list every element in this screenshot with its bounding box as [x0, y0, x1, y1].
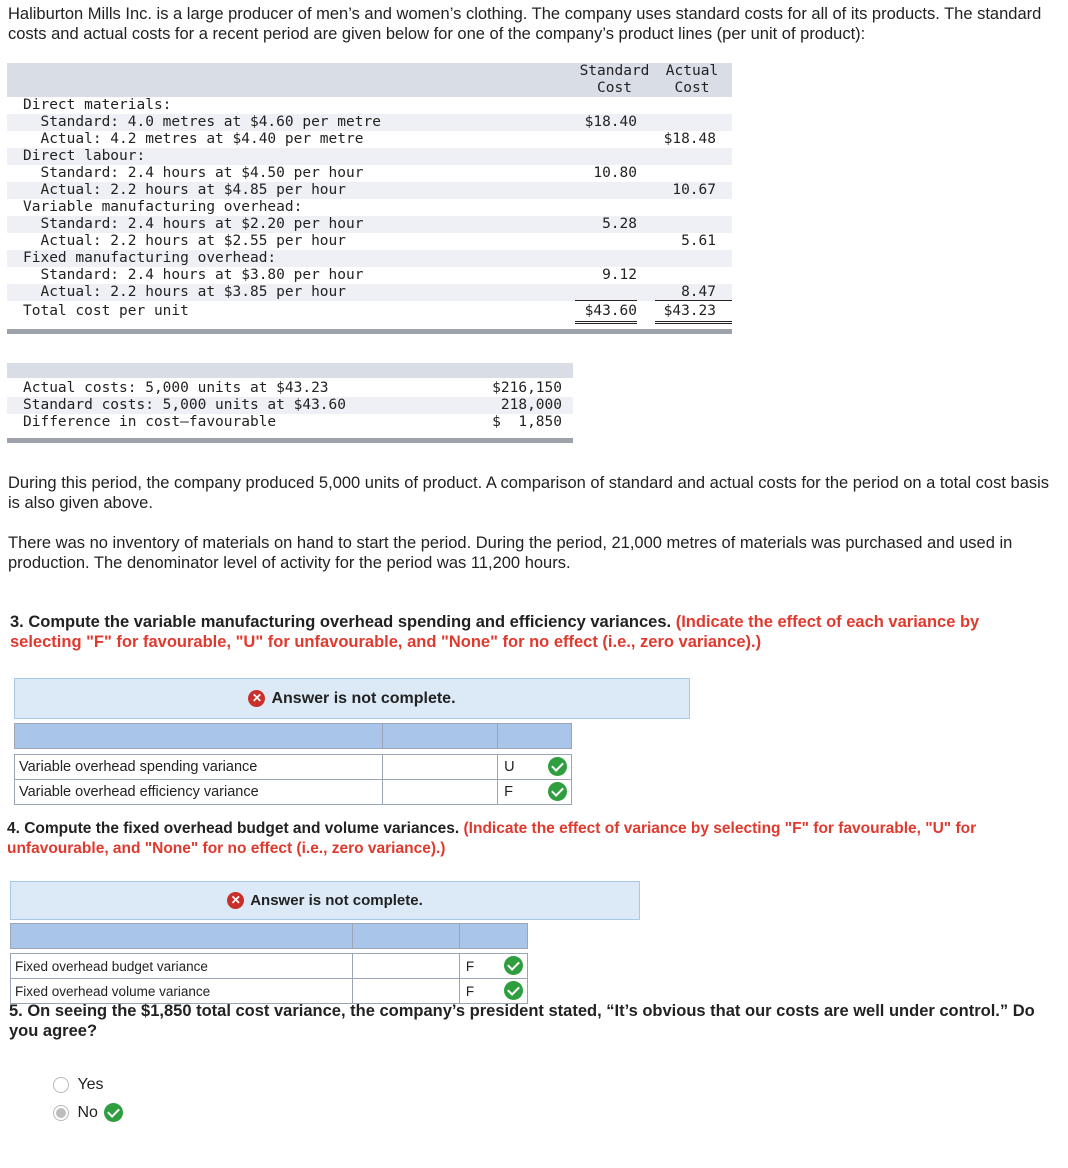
- question-3-instruction: (Indicate the effect of each variance by selecting "F" for favourable, "U" for unfavourable, and "None" for no effect (i.e., zero variance).): [10, 613, 980, 651]
- check-icon: [104, 1103, 123, 1122]
- radio-yes[interactable]: [53, 1077, 69, 1093]
- cost-row-label: Total cost per unit: [23, 303, 189, 319]
- actual-cost-value: 5.61: [681, 233, 716, 249]
- option-yes[interactable]: [53, 1076, 104, 1094]
- row-label: Variable overhead efficiency variance: [15, 780, 383, 805]
- check-icon: [548, 782, 567, 801]
- effect-select[interactable]: F: [459, 954, 527, 979]
- q4-status-banner: [10, 881, 640, 920]
- standard-total-rule: [575, 321, 637, 324]
- table-row: [11, 954, 528, 979]
- radio-no[interactable]: [53, 1105, 69, 1121]
- cost-row: [7, 250, 732, 267]
- standard-cost-table: [7, 63, 732, 338]
- table-bottom-rule: [7, 329, 732, 334]
- table-row: [11, 979, 528, 1004]
- question-3: [10, 612, 1050, 652]
- table-row: [15, 780, 572, 805]
- cost-row: [7, 165, 732, 182]
- total-header-band: [7, 363, 573, 378]
- option-no-label: No: [77, 1103, 98, 1121]
- total-row-label: Standard costs: 5,000 units at $43.60: [23, 397, 347, 413]
- cost-row-label: Standard: 2.4 hours at $3.80 per hour: [23, 267, 364, 283]
- standard-cost-value: 10.80: [593, 165, 637, 181]
- question-4: [7, 819, 1057, 859]
- actual-cost-value: 8.47: [681, 284, 716, 300]
- cost-row: [7, 233, 732, 250]
- question-4-text: 4. Compute the fixed overhead budget and volume variances.: [7, 820, 460, 837]
- amount-input[interactable]: [383, 755, 498, 780]
- amount-input[interactable]: [383, 780, 498, 805]
- effect-select[interactable]: F: [459, 979, 527, 1004]
- q3-status-banner: [14, 678, 690, 719]
- intro-text: Haliburton Mills Inc. is a large producer of men’s and women’s clothing. The company uses standard costs for all of its products. The standard costs and actual costs for a recent period are given below for one of the company’s product lines (per unit of product):: [8, 5, 1042, 43]
- question-3-text: 3. Compute the variable manufacturing overhead spending and efficiency variances.: [10, 613, 672, 631]
- standard-cost-value: $43.60: [584, 303, 637, 319]
- check-icon: [548, 757, 567, 776]
- option-no[interactable]: [53, 1103, 123, 1122]
- standard-cost-value: $18.40: [584, 114, 637, 130]
- question-4-instruction: (Indicate the effect of variance by selecting "F" for favourable, "U" for unfavourable, and "None" for no effect (i.e., zero variance).): [7, 820, 977, 857]
- cost-row: [7, 199, 732, 216]
- row-label: Variable overhead spending variance: [15, 755, 383, 780]
- cost-row: [7, 148, 732, 165]
- actual-cost-value: $18.48: [663, 131, 716, 147]
- cost-row-label: Direct materials:: [23, 97, 172, 113]
- cost-row: [7, 114, 732, 131]
- materials-paragraph: There was no inventory of materials on hand to start the period. During the period, 21,000 metres of materials was purchased and used in production. The denominator level of activity for the period was 11,200 hours.: [8, 534, 1013, 572]
- total-row-label: Actual costs: 5,000 units at $43.23: [23, 380, 329, 396]
- cost-row-label: Standard: 2.4 hours at $4.50 per hour: [23, 165, 364, 181]
- cost-row: [7, 303, 732, 320]
- actual-cost-value: 10.67: [672, 182, 716, 198]
- cost-row-label: Fixed manufacturing overhead:: [23, 250, 277, 266]
- option-yes-label: Yes: [77, 1076, 104, 1093]
- total-row-value: $ 1,850: [492, 414, 562, 430]
- cost-row-label: Actual: 4.2 metres at $4.40 per metre: [23, 131, 364, 147]
- standard-subtotal-rule: [575, 300, 637, 301]
- row-label: Fixed overhead budget variance: [11, 954, 353, 979]
- cost-row-label: Variable manufacturing overhead:: [23, 199, 303, 215]
- total-row-value: 218,000: [500, 397, 562, 413]
- table-row: [15, 755, 572, 780]
- check-icon: [504, 981, 523, 1000]
- effect-select[interactable]: F: [498, 780, 572, 805]
- cost-row: [7, 284, 732, 301]
- amount-input[interactable]: [352, 979, 459, 1004]
- cost-row-label: Standard: 2.4 hours at $2.20 per hour: [23, 216, 364, 232]
- q3-answer-table: [14, 723, 572, 805]
- cost-row-label: Actual: 2.2 hours at $4.85 per hour: [23, 182, 347, 198]
- cost-row-label: Direct labour:: [23, 148, 146, 164]
- col-header-standard: Standard Cost: [579, 63, 650, 96]
- q4-banner-text: Answer is not complete.: [250, 892, 423, 909]
- effect-select[interactable]: U: [498, 755, 572, 780]
- col-header-actual: Actual Cost: [665, 63, 719, 96]
- actual-subtotal-rule: [655, 300, 732, 301]
- cost-row: [7, 131, 732, 148]
- standard-cost-value: 5.28: [602, 216, 637, 232]
- total-bottom-rule: [7, 438, 573, 443]
- amount-input[interactable]: [352, 954, 459, 979]
- q4-answer-table: [10, 923, 528, 1004]
- production-paragraph: During this period, the company produced 5,000 units of product. A comparison of standard and actual costs for the period on a total cost basis is also given above.: [8, 474, 1050, 512]
- cost-row: [7, 97, 732, 114]
- question-5-text: 5. On seeing the $1,850 total cost variance, the company’s president stated, “It’s obvious that our costs are well under control.” Do you agree?: [9, 1002, 1035, 1040]
- x-circle-icon: ✕: [248, 690, 265, 707]
- q3-banner-text: Answer is not complete.: [271, 689, 456, 707]
- check-icon: [504, 956, 523, 975]
- total-row: [7, 397, 573, 414]
- cost-row-label: Standard: 4.0 metres at $4.60 per metre: [23, 114, 381, 130]
- cost-row-label: Actual: 2.2 hours at $2.55 per hour: [23, 233, 347, 249]
- cost-row: [7, 216, 732, 233]
- total-row-label: Difference in cost—favourable: [23, 414, 277, 430]
- total-row: [7, 414, 573, 431]
- standard-cost-value: 9.12: [602, 267, 637, 283]
- x-circle-icon: ✕: [227, 892, 244, 909]
- actual-total-rule: [655, 321, 732, 324]
- total-row-value: $216,150: [492, 380, 562, 396]
- actual-cost-value: $43.23: [663, 303, 716, 319]
- cost-row-label: Actual: 2.2 hours at $3.85 per hour: [23, 284, 347, 300]
- cost-row: [7, 182, 732, 199]
- cost-row: [7, 267, 732, 284]
- total-cost-table: [7, 363, 573, 447]
- row-label: Fixed overhead volume variance: [11, 979, 353, 1004]
- total-row: [7, 380, 573, 397]
